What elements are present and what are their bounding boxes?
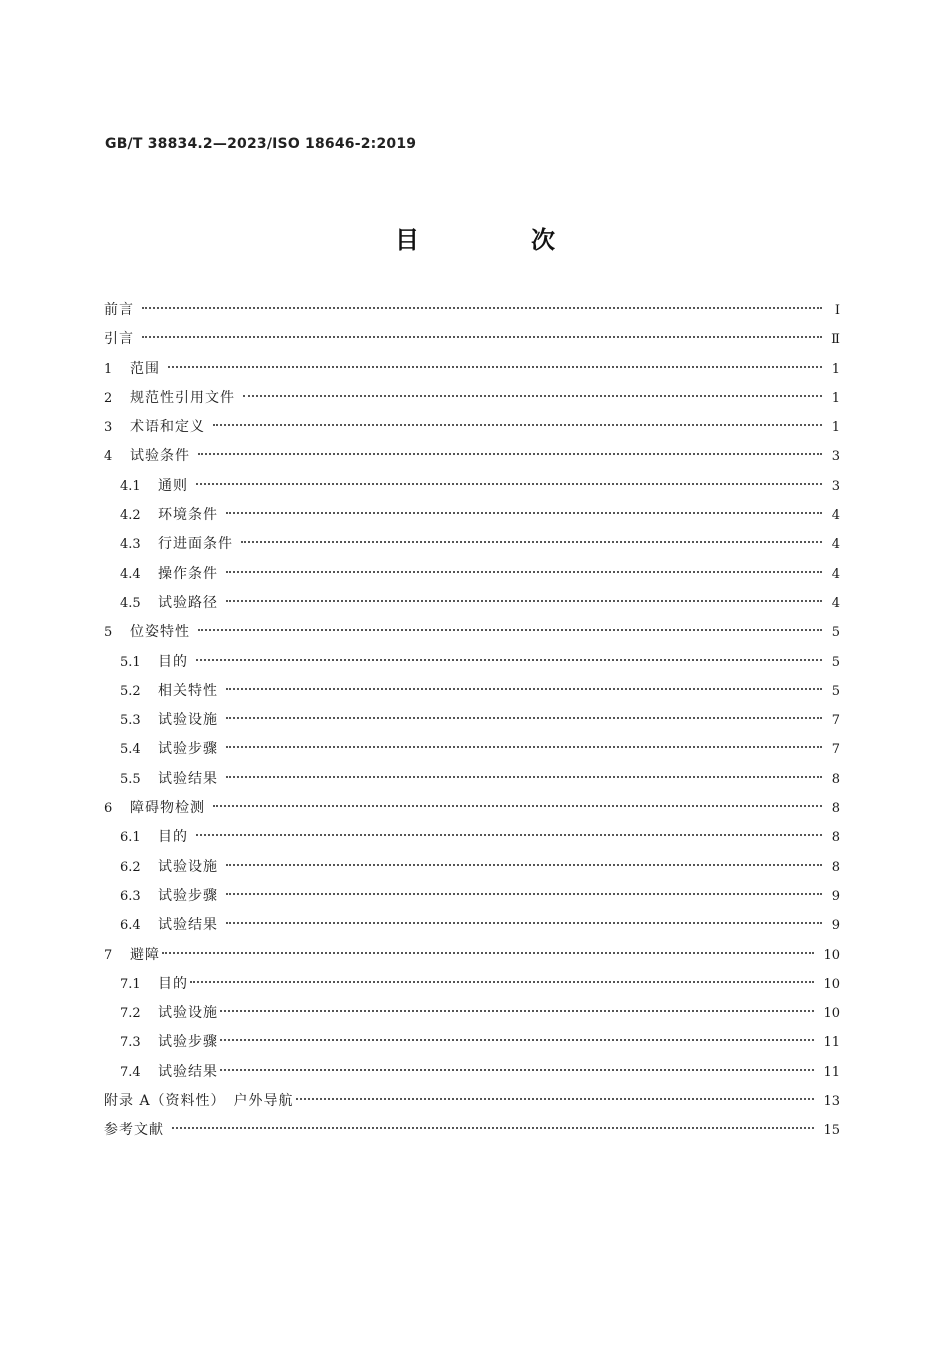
leader-dots <box>296 1098 814 1100</box>
toc-entry-title: 引言 <box>104 331 134 348</box>
toc-entry-title: 试验结果 <box>158 770 218 787</box>
toc-entry-page: Ⅱ <box>831 332 840 348</box>
toc-entry-bibliography[interactable] <box>104 1116 840 1145</box>
toc-entry-number: 5 <box>104 625 113 641</box>
toc-entry-number: 5.5 <box>120 771 141 787</box>
toc-entry-4-5[interactable] <box>104 589 840 618</box>
toc-entry-page: 5 <box>831 654 840 670</box>
toc-entry-number: 2 <box>104 390 113 406</box>
leader-dots <box>168 366 822 368</box>
toc-entry-page: 8 <box>831 771 840 787</box>
toc-entry-5-3[interactable] <box>104 706 840 735</box>
leader-dots <box>213 805 822 807</box>
toc-entry-title: 试验结果 <box>158 917 218 934</box>
toc-entry-page: 8 <box>831 830 840 846</box>
leader-dots <box>226 864 822 866</box>
leader-dots <box>226 512 822 514</box>
toc-entry-1[interactable] <box>104 355 840 384</box>
toc-entry-number: 1 <box>104 361 113 377</box>
toc-entry-number: 5.2 <box>120 683 141 699</box>
toc-entry-4-3[interactable] <box>104 530 840 559</box>
toc-entry-page: 11 <box>823 1035 840 1051</box>
leader-dots <box>162 952 814 954</box>
toc-entry-4-1[interactable] <box>104 472 840 501</box>
leader-dots <box>226 776 822 778</box>
toc-entry-page: 9 <box>831 888 840 904</box>
toc-entry-page: 7 <box>831 742 840 758</box>
toc-entry-5[interactable] <box>104 618 840 647</box>
toc-entry-title: 位姿特性 <box>130 624 190 641</box>
toc-entry-number: 7.1 <box>120 976 141 992</box>
toc-entry-page: 1 <box>831 390 840 406</box>
toc-entry-title: 目的 <box>158 829 188 846</box>
table-of-contents <box>104 296 840 1146</box>
toc-entry-7-3[interactable] <box>104 1028 840 1057</box>
toc-entry-page: 7 <box>831 713 840 729</box>
toc-entry-6-2[interactable] <box>104 853 840 882</box>
toc-entry-page: 9 <box>831 918 840 934</box>
leader-dots <box>198 629 822 631</box>
toc-entry-title: 行进面条件 <box>158 536 233 553</box>
leader-dots <box>220 1069 814 1071</box>
toc-entry-title: 目的 <box>158 975 188 992</box>
leader-dots <box>241 541 822 543</box>
toc-entry-7[interactable] <box>104 941 840 970</box>
toc-entry-page: 4 <box>831 537 840 553</box>
toc-entry-6-3[interactable] <box>104 882 840 911</box>
toc-entry-page: 1 <box>831 361 840 377</box>
toc-entry-number: 6 <box>104 801 113 817</box>
toc-entry-introduction[interactable] <box>104 325 840 354</box>
toc-entry-title: 操作条件 <box>158 565 218 582</box>
toc-entry-page: 10 <box>823 976 840 992</box>
toc-entry-number: 6.4 <box>120 918 141 934</box>
toc-entry-number: 7.2 <box>120 1006 141 1022</box>
page-title: 目 次 <box>395 225 599 254</box>
toc-entry-6-4[interactable] <box>104 911 840 940</box>
toc-entry-title: 通则 <box>158 477 188 494</box>
toc-entry-4-2[interactable] <box>104 501 840 530</box>
toc-entry-page: 10 <box>823 1006 840 1022</box>
toc-entry-5-5[interactable] <box>104 765 840 794</box>
toc-entry-title: 试验结果 <box>158 1063 218 1080</box>
toc-entry-foreword[interactable] <box>104 296 840 325</box>
toc-entry-page: 13 <box>823 1094 840 1110</box>
leader-dots <box>196 659 822 661</box>
toc-entry-annex-a[interactable] <box>104 1087 840 1116</box>
toc-entry-page: 3 <box>831 449 840 465</box>
leader-dots <box>172 1127 814 1129</box>
toc-entry-4-4[interactable] <box>104 560 840 589</box>
toc-entry-title: 试验设施 <box>158 712 218 729</box>
leader-dots <box>196 834 822 836</box>
toc-entry-7-4[interactable] <box>104 1058 840 1087</box>
leader-dots <box>142 307 822 309</box>
toc-entry-title: 目的 <box>158 653 188 670</box>
toc-entry-title: 相关特性 <box>158 682 218 699</box>
toc-entry-page: 15 <box>823 1123 840 1139</box>
toc-entry-title: 范围 <box>130 360 160 377</box>
leader-dots <box>226 717 822 719</box>
toc-entry-number: 6.2 <box>120 859 141 875</box>
toc-entry-title: 参考文献 <box>104 1122 164 1139</box>
toc-entry-title: 前言 <box>104 302 134 318</box>
toc-entry-page: 11 <box>823 1064 840 1080</box>
toc-entry-page: 1 <box>831 420 840 436</box>
toc-entry-number: 4.2 <box>120 508 141 524</box>
toc-entry-5-4[interactable] <box>104 735 840 764</box>
leader-dots <box>190 981 814 983</box>
toc-entry-page: 10 <box>823 947 840 963</box>
toc-entry-number: 4.3 <box>120 537 141 553</box>
toc-entry-number: 7.4 <box>120 1064 141 1080</box>
toc-entry-page: 5 <box>831 625 840 641</box>
leader-dots <box>226 746 822 748</box>
toc-entry-title: 试验设施 <box>158 858 218 875</box>
toc-entry-page: 4 <box>831 566 840 582</box>
toc-entry-title: 试验路径 <box>158 594 218 611</box>
toc-entry-number: 4.1 <box>120 478 141 494</box>
leader-dots <box>226 571 822 573</box>
toc-entry-4[interactable] <box>104 442 840 471</box>
leader-dots <box>198 453 822 455</box>
toc-entry-number: 7.3 <box>120 1035 141 1051</box>
toc-entry-number: 5.3 <box>120 713 141 729</box>
toc-entry-7-2[interactable] <box>104 999 840 1028</box>
toc-entry-number: 4.4 <box>120 566 141 582</box>
toc-entry-title: 试验设施 <box>158 1005 218 1022</box>
toc-entry-number: 5.1 <box>120 654 141 670</box>
toc-entry-5-2[interactable] <box>104 677 840 706</box>
toc-entry-number: 7 <box>104 947 113 963</box>
toc-entry-page: 4 <box>831 508 840 524</box>
leader-dots <box>196 483 822 485</box>
toc-entry-title: 术语和定义 <box>130 419 205 436</box>
toc-entry-number: 4.5 <box>120 595 141 611</box>
toc-entry-title: 试验步骤 <box>158 741 218 758</box>
toc-entry-title: 试验步骤 <box>158 887 218 904</box>
leader-dots <box>226 893 822 895</box>
toc-entry-number: 6.3 <box>120 888 141 904</box>
toc-entry-title: 障碍物检测 <box>130 800 205 817</box>
toc-entry-number: 3 <box>104 420 113 436</box>
leader-dots <box>220 1010 814 1012</box>
toc-entry-2[interactable] <box>104 384 840 413</box>
leader-dots <box>142 336 822 338</box>
toc-entry-title: 避障 <box>130 946 160 963</box>
toc-entry-page: 8 <box>831 801 840 817</box>
toc-entry-number: 6.1 <box>120 830 141 846</box>
toc-entry-page: 8 <box>831 859 840 875</box>
standard-code: GB/T 38834.2—2023/ISO 18646-2:2019 <box>105 136 417 152</box>
toc-entry-7-1[interactable] <box>104 970 840 999</box>
leader-dots <box>226 688 822 690</box>
leader-dots <box>226 922 822 924</box>
toc-entry-title: 规范性引用文件 <box>130 389 235 406</box>
toc-entry-6[interactable] <box>104 794 840 823</box>
leader-dots <box>220 1039 814 1041</box>
toc-entry-title: 附录 A（资料性） 户外导航 <box>104 1093 294 1110</box>
leader-dots <box>226 600 822 602</box>
toc-entry-5-1[interactable] <box>104 648 840 677</box>
toc-entry-title: 试验条件 <box>130 448 190 465</box>
toc-entry-title: 环境条件 <box>158 507 218 524</box>
toc-entry-number: 5.4 <box>120 742 141 758</box>
toc-entry-page: Ⅰ <box>834 303 840 318</box>
toc-entry-page: 4 <box>831 595 840 611</box>
toc-entry-title: 试验步骤 <box>158 1034 218 1051</box>
toc-entry-number: 4 <box>104 449 113 465</box>
toc-entry-3[interactable] <box>104 413 840 442</box>
toc-entry-6-1[interactable] <box>104 823 840 852</box>
leader-dots <box>213 424 822 426</box>
toc-entry-page: 5 <box>831 683 840 699</box>
toc-entry-page: 3 <box>831 478 840 494</box>
leader-dots <box>243 395 822 397</box>
